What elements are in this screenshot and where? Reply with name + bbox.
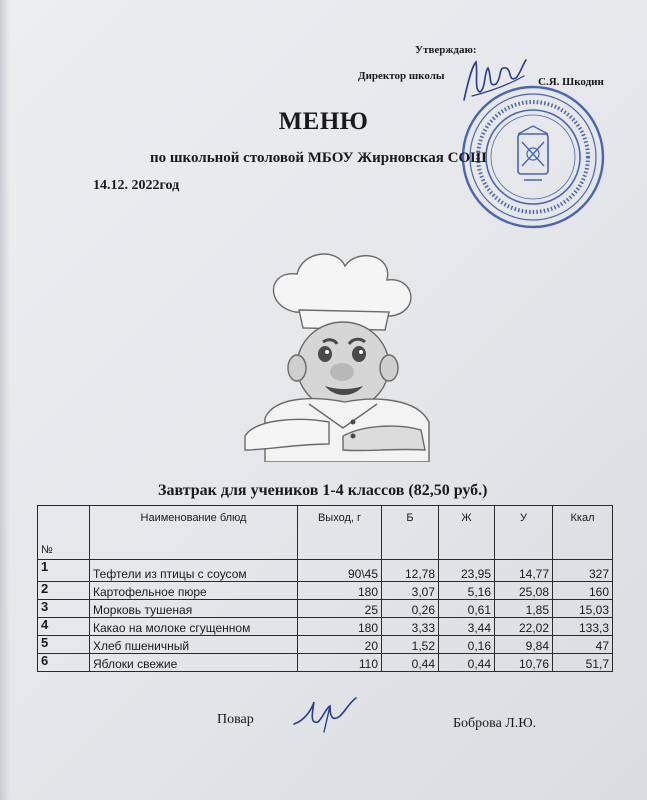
dish-kcal: 160 [553, 582, 613, 600]
page-subtitle: по школьной столовой МБОУ Жирновская СОШ [150, 150, 487, 166]
col-header-carbs: У [495, 506, 553, 560]
dish-carbs: 14,77 [495, 560, 553, 582]
col-header-protein: Б [382, 506, 439, 560]
cook-name: Боброва Л.Ю. [453, 716, 537, 731]
table-row [38, 600, 613, 618]
table-row [38, 560, 613, 582]
dish-kcal: 327 [553, 560, 613, 582]
dish-carbs: 9,84 [495, 636, 553, 654]
dish-output: 90\45 [298, 560, 382, 582]
dish-protein: 3,07 [382, 582, 439, 600]
cook-signature-icon [290, 694, 362, 734]
dish-carbs: 10,76 [495, 654, 553, 672]
dish-name: Яблоки свежие [90, 654, 298, 672]
dish-protein: 3,33 [382, 618, 439, 636]
dish-protein: 1,52 [382, 636, 439, 654]
dish-output: 25 [298, 600, 382, 618]
dish-protein: 0,44 [382, 654, 439, 672]
dish-fat: 0,61 [439, 600, 495, 618]
row-number: 5 [38, 636, 90, 654]
chef-illustration-icon [225, 246, 475, 462]
dish-carbs: 25,08 [495, 582, 553, 600]
row-number: 2 [38, 582, 90, 600]
dish-carbs: 22,02 [495, 618, 553, 636]
col-header-kcal: Ккал [553, 506, 613, 560]
dish-fat: 0,16 [439, 636, 495, 654]
dish-protein: 12,78 [382, 560, 439, 582]
dish-protein: 0,26 [382, 600, 439, 618]
dish-fat: 23,95 [439, 560, 495, 582]
dish-fat: 0,44 [439, 654, 495, 672]
approve-label: Утверждаю: [415, 44, 477, 56]
dish-name: Хлеб пшеничный [90, 636, 298, 654]
director-name: С.Я. Шкодин [538, 76, 604, 88]
table-row [38, 636, 613, 654]
dish-name: Картофельное пюре [90, 582, 298, 600]
col-header-fat: Ж [439, 506, 495, 560]
dish-output: 180 [298, 582, 382, 600]
dish-name: Тефтели из птицы с соусом [90, 560, 298, 582]
page-title: МЕНЮ [278, 108, 369, 135]
col-header-number: № [38, 506, 90, 560]
col-header-output: Выход, г [298, 506, 382, 560]
dish-output: 20 [298, 636, 382, 654]
row-number: 3 [38, 600, 90, 618]
dish-name: Морковь тушеная [90, 600, 298, 618]
dish-name: Какао на молоке сгущенном [90, 618, 298, 636]
row-number: 1 [38, 560, 90, 582]
director-label: Директор школы [358, 70, 445, 82]
meal-title: Завтрак для учеников 1-4 классов (82,50 руб.) [158, 482, 488, 499]
dish-kcal: 47 [553, 636, 613, 654]
dish-output: 110 [298, 654, 382, 672]
dish-fat: 3,44 [439, 618, 495, 636]
col-header-dish: Наименование блюд [90, 506, 298, 560]
row-number: 6 [38, 654, 90, 672]
dish-kcal: 15,03 [553, 600, 613, 618]
table-row [38, 654, 613, 672]
menu-date: 14.12. 2022год [93, 178, 180, 193]
table-header-row [38, 506, 613, 560]
table-row [38, 582, 613, 600]
menu-table [37, 505, 613, 672]
dish-kcal: 133,3 [553, 618, 613, 636]
table-row [38, 618, 613, 636]
row-number: 4 [38, 618, 90, 636]
dish-output: 180 [298, 618, 382, 636]
dish-carbs: 1,85 [495, 600, 553, 618]
dish-kcal: 51,7 [553, 654, 613, 672]
cook-label: Повар [217, 712, 254, 727]
dish-fat: 5,16 [439, 582, 495, 600]
